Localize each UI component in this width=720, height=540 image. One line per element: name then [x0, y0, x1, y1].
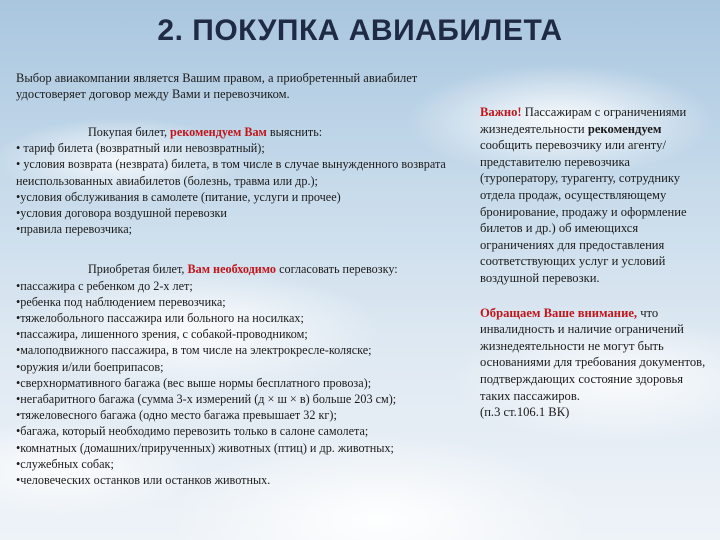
attention-text: что инвалидность и наличие ограничений жизнедеятельности не могут быть основаниями для требования документов, подтверждающих состояние здоровья таких пассажиров. — [480, 305, 706, 403]
list-item: •сверхнормативного багажа (вес выше нормы бесплатного провоза); — [16, 375, 372, 390]
list-item: •человеческих останков или останков животных. — [16, 473, 271, 488]
important-text-b: сообщить перевозчику или агенту/представителю перевозчика (туроператору, турагенту, сотруднику отдела продаж, осуществляющему бронирование, продажу и оформление билетов и др.) об имеющихся ограничениях для предоставления соответствующих услуг и условий воздушной перевозки. — [480, 138, 687, 285]
section2-lead-emphasis: Вам необходимо — [187, 262, 277, 277]
list-item: •условия договора воздушной перевозки — [16, 206, 227, 221]
list-item: •пассажира, лишенного зрения, с собакой-проводником; — [16, 327, 308, 342]
law-reference: (п.3 ст.106.1 ВК) — [480, 405, 570, 420]
section1-lead-after: выяснить: — [266, 125, 323, 139]
list-item: •малоподвижного пассажира, в том числе на электрокресле-коляске; — [16, 343, 372, 358]
important-emphasis: рекомендуем — [587, 121, 662, 136]
slide-title: 2. ПОКУПКА АВИАБИЛЕТА — [157, 14, 563, 47]
list-item: •служебных собак; — [16, 456, 114, 471]
list-item: •пассажира с ребенком до 2-х лет; — [16, 278, 193, 293]
list-item: •правила перевозчика; — [16, 222, 133, 237]
attention-note — [480, 305, 706, 421]
section1-lead-before: Покупая билет, — [88, 125, 171, 139]
section2-lead-after: согласовать перевозку: — [276, 262, 398, 277]
left-column — [16, 124, 471, 488]
important-text-a: Пассажирам с ограничениями жизнедеятельности — [480, 105, 687, 136]
right-column — [480, 104, 706, 421]
section1-lead-emphasis: рекомендуем Вам — [170, 125, 267, 139]
attention-label: Обращаем Ваше внимание, — [480, 305, 638, 320]
list-item: •негабаритного багажа (сумма 3-х измерений (д × ш × в) больше 203 см); — [16, 392, 397, 407]
list-item: •ребенка под наблюдением перевозчика; — [16, 294, 226, 309]
section2-lead-before: Приобретая билет, — [88, 262, 188, 277]
intro-text: Выбор авиакомпании является Вашим правом, а приобретенный авиабилет удостоверяет договор между Вами и перевозчиком. — [16, 71, 418, 101]
section2-lead — [16, 261, 471, 277]
important-label: Важно! — [480, 105, 522, 119]
list-item: • условия возврата (незврата) билета, в том числе в случае вынужденного возврата неиспользованных авиабилетов (болезнь, травма или др.); — [16, 157, 446, 188]
list-item: • тариф билета (возвратный или невозвратный); — [16, 141, 265, 156]
list-item: •багажа, который необходимо перевозить только в салоне самолета; — [16, 424, 369, 439]
section1-lead — [16, 124, 471, 140]
list-item: •комнатных (домашних/прирученных) животных (птиц) и др. животных; — [16, 440, 394, 455]
list-item: •условия обслуживания в самолете (питание, услуги и прочее) — [16, 189, 341, 204]
list-item: •тяжеловесного багажа (одно место багажа превышает 32 кг); — [16, 408, 337, 423]
list-item: •оружия и/или боеприпасов; — [16, 359, 164, 374]
important-note — [480, 104, 706, 287]
list-item: •тяжелобольного пассажира или больного на носилках; — [16, 311, 304, 326]
